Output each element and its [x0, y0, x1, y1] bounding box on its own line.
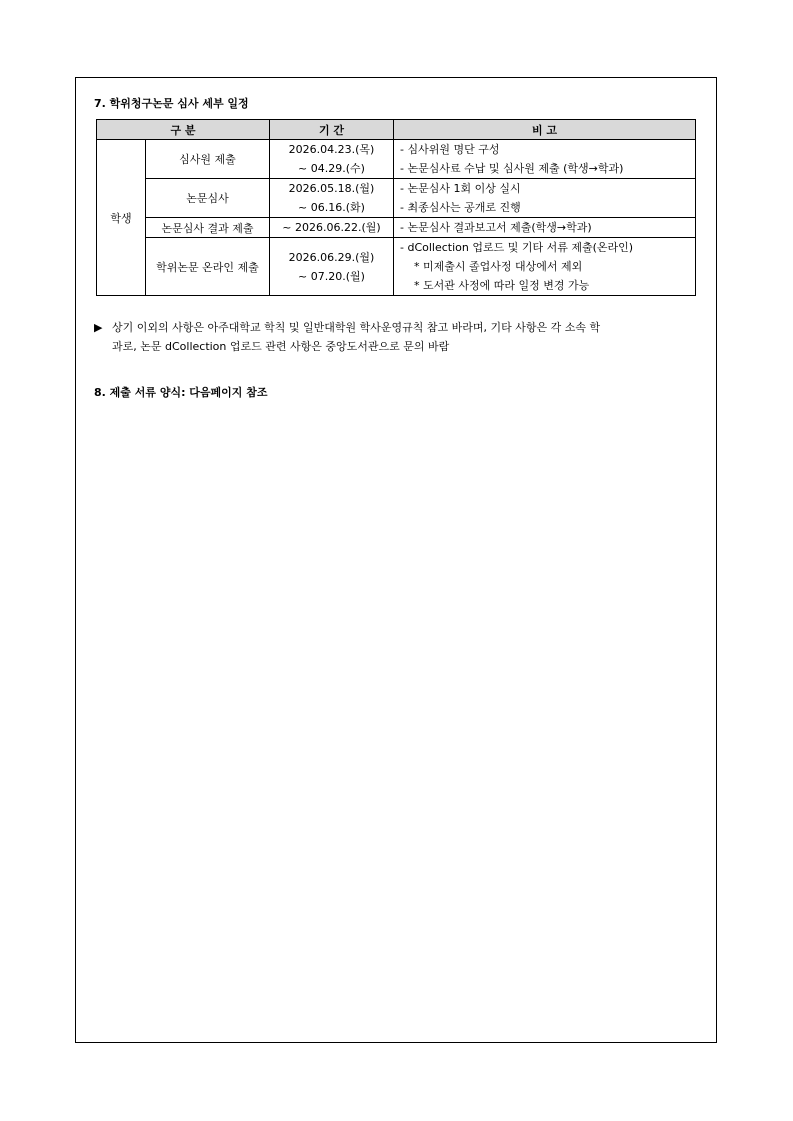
row-notes — [394, 218, 696, 238]
row-notes — [394, 179, 696, 218]
note-line: - 논문심사 결과보고서 제출(학생→학과) — [400, 221, 592, 234]
period-line: 2026.04.23.(목) — [288, 143, 375, 156]
period-line: ~ 07.20.(월) — [298, 269, 365, 283]
period-line: 2026.05.18.(월) — [288, 182, 375, 195]
table-row — [97, 218, 696, 238]
group-label: 학생 — [97, 140, 146, 296]
row-notes — [394, 140, 696, 179]
row-item: 학위논문 온라인 제출 — [146, 238, 270, 296]
note-line: * 도서관 사정에 따라 일정 변경 가능 — [414, 279, 590, 292]
note-line: * 미제출시 졸업사정 대상에서 제외 — [414, 260, 583, 273]
note-line: - 논문심사료 수납 및 심사원 제출 (학생→학과) — [400, 162, 624, 175]
section-7-title: 7. 학위청구논문 심사 세부 일정 — [94, 97, 249, 110]
row-period — [270, 179, 394, 218]
header-remarks: 비 고 — [394, 120, 696, 140]
row-item: 논문심사 — [146, 179, 270, 218]
row-period — [270, 140, 394, 179]
period-line: ~ 06.16.(화) — [298, 201, 365, 214]
row-period — [270, 238, 394, 296]
footnote-line-1: 상기 이외의 사항은 아주대학교 학칙 및 일반대학원 학사운영규칙 참고 바라며, 기타 사항은 각 소속 학 — [112, 321, 601, 334]
row-item: 논문심사 결과 제출 — [146, 218, 270, 238]
header-category: 구 분 — [97, 120, 270, 140]
schedule-table — [96, 119, 696, 296]
note-line: - 심사위원 명단 구성 — [400, 143, 500, 156]
period-line: ~ 2026.06.22.(월) — [282, 221, 381, 234]
section-8-title: 8. 제출 서류 양식: 다음페이지 참조 — [94, 386, 268, 399]
note-line: - dCollection 업로드 및 기타 서류 제출(온라인) — [400, 241, 634, 254]
period-line: 2026.06.29.(월) — [288, 250, 375, 264]
header-period: 기 간 — [270, 120, 394, 140]
row-notes — [394, 238, 696, 296]
table-header-row — [97, 120, 696, 140]
table-row — [97, 179, 696, 218]
row-item: 심사원 제출 — [146, 140, 270, 179]
footnote-line-2: 과로, 논문 dCollection 업로드 관련 사항은 중앙도서관으로 문의 바람 — [112, 340, 450, 353]
footnote — [94, 318, 700, 356]
triangle-bullet-icon: ▶ — [94, 321, 103, 334]
period-line: ~ 04.29.(수) — [298, 162, 365, 175]
row-period — [270, 218, 394, 238]
table-row — [97, 140, 696, 179]
table-row — [97, 238, 696, 296]
note-line: - 논문심사 1회 이상 실시 — [400, 182, 521, 195]
note-line: - 최종심사는 공개로 진행 — [400, 201, 521, 214]
